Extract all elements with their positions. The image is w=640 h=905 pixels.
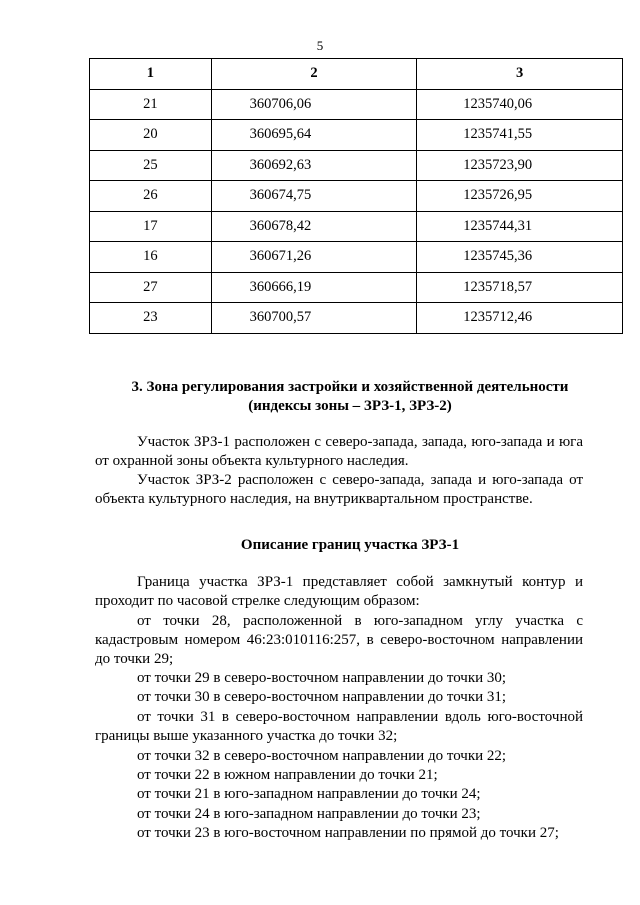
- table-cell-point: 23: [90, 303, 212, 334]
- table-cell-point: 21: [90, 89, 212, 120]
- table-cell-x: 360700,57: [211, 303, 417, 334]
- table-cell-x: 360678,42: [211, 211, 417, 242]
- table-cell-y: 1235718,57: [417, 272, 623, 303]
- page-number: 5: [316, 38, 324, 53]
- table-row: [90, 272, 623, 303]
- table-row: [90, 211, 623, 242]
- list-item: от точки 31 в северо-восточном направлении вдоль юго-восточной границы выше указанного участка до точки 32;: [95, 708, 583, 745]
- table-cell-y: 1235745,36: [417, 242, 623, 273]
- table-cell-y: 1235740,06: [417, 89, 623, 120]
- boundary-heading: Описание границ участка ЗРЗ-1: [240, 537, 460, 553]
- list-item: от точки 29 в северо-восточном направлении до точки 30;: [137, 670, 507, 686]
- boundary-intro: Граница участка ЗРЗ-1 представляет собой замкнутый контур и проходит по часовой стрелке следующим образом:: [95, 574, 583, 609]
- list-item: от точки 23 в юго-восточном направлении по прямой до точки 27;: [137, 825, 559, 842]
- column-header-y: 3: [417, 59, 623, 90]
- table-header-row: [90, 59, 623, 90]
- table-row: [90, 150, 623, 181]
- table-cell-x: 360692,63: [211, 150, 417, 181]
- table-row: [90, 120, 623, 151]
- section-heading: [80, 378, 620, 416]
- table-cell-y: 1235723,90: [417, 150, 623, 181]
- table-cell-point: 20: [90, 120, 212, 151]
- table-cell-point: 27: [90, 272, 212, 303]
- section-heading-title: 3. Зона регулирования застройки и хозяйственной деятельности: [131, 379, 569, 395]
- table-cell-x: 360695,64: [211, 120, 417, 151]
- table-cell-x: 360706,06: [211, 89, 417, 120]
- table-row: [90, 303, 623, 334]
- list-item: от точки 21 в юго-западном направлении до точки 24;: [137, 786, 481, 803]
- section-heading-subtitle: (индексы зоны – ЗРЗ-1, ЗРЗ-2): [248, 398, 452, 414]
- table-cell-point: 17: [90, 211, 212, 242]
- table-cell-y: 1235726,95: [417, 181, 623, 212]
- table-row: [90, 242, 623, 273]
- table-row: [90, 181, 623, 212]
- table-row: [90, 89, 623, 120]
- table-cell-x: 360671,26: [211, 242, 417, 273]
- table-cell-x: 360674,75: [211, 181, 417, 212]
- list-item: от точки 32 в северо-восточном направлении до точки 22;: [137, 747, 507, 764]
- table-cell-y: 1235744,31: [417, 211, 623, 242]
- coordinates-table: [89, 58, 623, 334]
- table-cell-y: 1235741,55: [417, 120, 623, 151]
- column-header-point: 1: [90, 59, 212, 90]
- paragraph-zrz2-location: Участок ЗРЗ-2 расположен с северо-запада, запада и юго-запада от объекта культурного наследия, на внутриквартальном пространстве.: [95, 472, 583, 507]
- table-cell-point: 16: [90, 242, 212, 273]
- list-item: от точки 22 в южном направлении до точки 21;: [137, 767, 438, 784]
- boundary-points-list: [95, 669, 583, 844]
- list-item: от точки 24 в юго-западном направлении до точки 23;: [137, 805, 481, 822]
- column-header-x: 2: [211, 59, 417, 90]
- table-cell-point: 25: [90, 150, 212, 181]
- list-item: от точки 30 в северо-восточном направлении до точки 31;: [137, 689, 507, 706]
- table-cell-y: 1235712,46: [417, 303, 623, 334]
- table-cell-x: 360666,19: [211, 272, 417, 303]
- paragraph-zrz1-location: Участок ЗРЗ-1 расположен с северо-запада, запада, юго-запада и юга от охранной зоны объекта культурного наследия.: [95, 434, 583, 469]
- table-cell-point: 26: [90, 181, 212, 212]
- boundary-first-point: от точки 28, расположенной в юго-западном углу участка с кадастровым номером 46:23:010116:257, в северо-восточном направлении до точки 29;: [95, 613, 583, 667]
